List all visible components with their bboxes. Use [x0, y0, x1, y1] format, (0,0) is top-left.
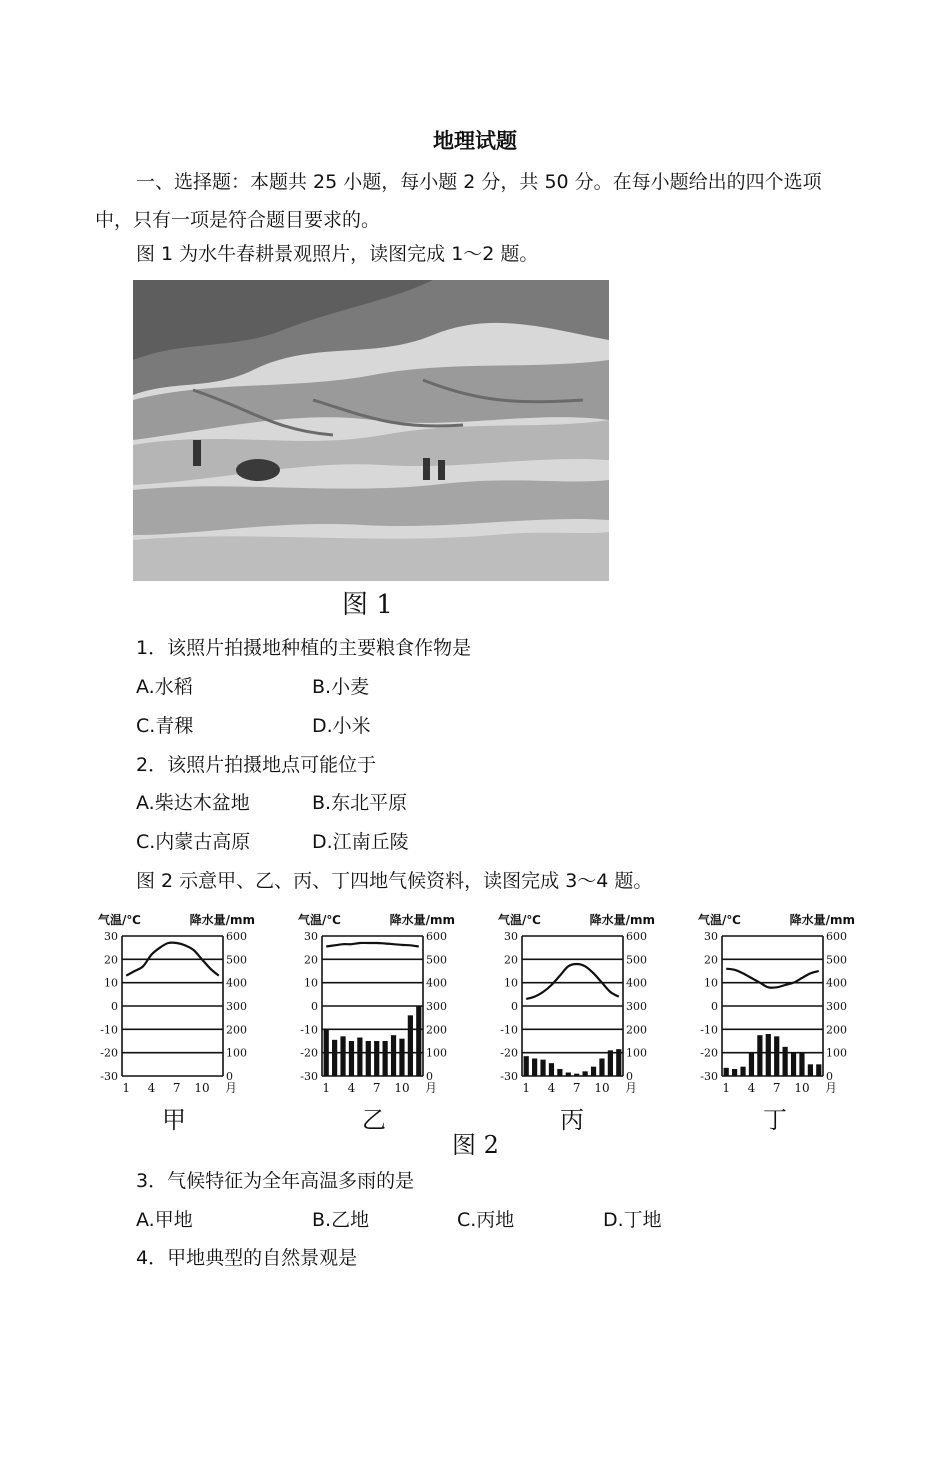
month-tick-label: 4 [547, 1081, 556, 1095]
precipitation-tick-label: 0 [826, 1070, 833, 1083]
page-title: 地理试题 [433, 129, 517, 153]
precipitation-tick-label: 500 [226, 953, 247, 967]
month-tick-label: 4 [747, 1081, 756, 1095]
precipitation-bar [740, 1067, 745, 1076]
temperature-tick-label: -20 [500, 1046, 518, 1060]
month-tick-label: 7 [172, 1081, 181, 1095]
temperature-tick-label: 10 [504, 976, 518, 990]
temperature-tick-label: -20 [100, 1046, 118, 1060]
temperature-tick-label: -10 [300, 1023, 318, 1037]
precipitation-tick-label: 100 [626, 1046, 647, 1060]
precipitation-bar [374, 1041, 379, 1076]
question-3-option-c[interactable]: C.丙地 [457, 1209, 515, 1231]
temperature-tick-label: 20 [704, 953, 718, 967]
temperature-tick-label: 20 [504, 953, 518, 967]
temperature-tick-label: -20 [700, 1046, 718, 1060]
precipitation-tick-label: 0 [226, 1070, 233, 1083]
chart-title-jia: 甲 [162, 1106, 186, 1134]
climate-chart-jia [95, 908, 275, 1098]
month-tick-label: 4 [147, 1081, 156, 1095]
precipitation-tick-label: 0 [426, 1070, 433, 1083]
climate-chart-ding [695, 908, 875, 1098]
precipitation-bar [757, 1035, 762, 1076]
precipitation-bar [408, 1015, 413, 1076]
precipitation-axis-label: 降水量/mm [789, 913, 855, 927]
temperature-tick-label: -30 [100, 1070, 118, 1083]
month-tick-label: 10 [394, 1081, 410, 1095]
precipitation-bar [591, 1067, 596, 1076]
month-tick-label: 10 [794, 1081, 810, 1095]
precipitation-tick-label: 500 [426, 953, 447, 967]
precipitation-bar [616, 1049, 621, 1076]
temperature-curve [726, 969, 819, 988]
section-instruction-1: 一、选择题：本题共 25 小题，每小题 2 分，共 50 分。在每小题给出的四个选项 [136, 171, 822, 193]
figure1-intro: 图 1 为水牛春耕景观照片，读图完成 1～2 题。 [136, 243, 539, 265]
precipitation-tick-label: 600 [226, 930, 247, 943]
precipitation-tick-label: 400 [626, 976, 647, 990]
precipitation-tick-label: 300 [426, 1000, 447, 1013]
precipitation-bar [816, 1064, 821, 1076]
precipitation-bar [349, 1041, 354, 1076]
precipitation-bar [399, 1039, 404, 1076]
temperature-axis-label: 气温/℃ [298, 913, 341, 927]
month-tick-label: 7 [572, 1081, 581, 1095]
temperature-tick-label: -30 [500, 1070, 518, 1083]
temperature-tick-label: 0 [711, 1000, 718, 1013]
precipitation-tick-label: 200 [226, 1023, 247, 1037]
climate-chart-bing [495, 908, 675, 1098]
temperature-axis-label: 气温/℃ [498, 913, 541, 927]
precipitation-tick-label: 0 [626, 1070, 633, 1083]
precipitation-bar [749, 1053, 754, 1076]
temperature-tick-label: 30 [304, 930, 318, 943]
temperature-tick-label: -10 [700, 1023, 718, 1037]
temperature-tick-label: 0 [511, 1000, 518, 1013]
chart-title-bing: 丙 [560, 1106, 584, 1134]
precipitation-bar [340, 1036, 345, 1076]
precipitation-bar [799, 1053, 804, 1076]
month-tick-label: 7 [372, 1081, 381, 1095]
temperature-curve [526, 964, 619, 999]
precipitation-bar [808, 1064, 813, 1076]
question-3-option-d[interactable]: D.丁地 [603, 1209, 662, 1231]
month-tick-label: 4 [347, 1081, 356, 1095]
temperature-tick-label: -10 [100, 1023, 118, 1037]
figure2-intro: 图 2 示意甲、乙、丙、丁四地气候资料，读图完成 3～4 题。 [136, 870, 653, 892]
temperature-tick-label: -30 [300, 1070, 318, 1083]
temperature-tick-label: 10 [104, 976, 118, 990]
precipitation-bar [566, 1073, 571, 1077]
question-3-option-b[interactable]: B.乙地 [312, 1209, 370, 1231]
question-2-option-a[interactable]: A.柴达木盆地 [136, 792, 250, 814]
month-tick-label: 1 [522, 1081, 531, 1095]
section-instruction-2: 中，只有一项是符合题目要求的。 [95, 209, 381, 231]
month-tick-label: 10 [594, 1081, 610, 1095]
month-tick-label: 1 [122, 1081, 131, 1095]
month-tick-label: 7 [772, 1081, 781, 1095]
precipitation-bar [724, 1068, 729, 1076]
precipitation-bar [583, 1071, 588, 1076]
chart-title-yi: 乙 [362, 1106, 386, 1134]
temperature-tick-label: 20 [104, 953, 118, 967]
precipitation-tick-label: 400 [826, 976, 847, 990]
temperature-tick-label: -30 [700, 1070, 718, 1083]
temperature-tick-label: 30 [704, 930, 718, 943]
precipitation-tick-label: 600 [426, 930, 447, 943]
precipitation-bar [549, 1063, 554, 1076]
precipitation-bar [416, 1006, 421, 1076]
precipitation-bar [774, 1036, 779, 1076]
precipitation-bar [383, 1041, 388, 1076]
precipitation-bar [783, 1047, 788, 1076]
precipitation-bar [574, 1074, 579, 1076]
precipitation-tick-label: 100 [226, 1046, 247, 1060]
month-tick-label: 1 [322, 1081, 331, 1095]
terrace-photo [133, 280, 609, 581]
question-2-option-c[interactable]: C.内蒙古高原 [136, 831, 251, 853]
precipitation-bar [524, 1056, 529, 1076]
temperature-tick-label: 0 [311, 1000, 318, 1013]
temperature-tick-label: -10 [500, 1023, 518, 1037]
chart-title-ding: 丁 [763, 1106, 787, 1134]
precipitation-bar [557, 1069, 562, 1076]
terrace-photo-illustration [133, 280, 609, 581]
question-2-option-d[interactable]: D.江南丘陵 [312, 831, 409, 853]
precipitation-axis-label: 降水量/mm [589, 913, 655, 927]
precipitation-tick-label: 200 [626, 1023, 647, 1037]
question-1-option-a[interactable]: A.水稻 [136, 676, 193, 698]
precipitation-tick-label: 300 [626, 1000, 647, 1013]
precipitation-tick-label: 500 [826, 953, 847, 967]
question-2-stem: 2．该照片拍摄地点可能位于 [136, 754, 377, 776]
question-1-option-b[interactable]: B.小麦 [312, 676, 370, 698]
precipitation-bar [732, 1069, 737, 1076]
temperature-tick-label: 30 [104, 930, 118, 943]
temperature-tick-label: 10 [304, 976, 318, 990]
precipitation-bar [366, 1041, 371, 1076]
precipitation-tick-label: 100 [826, 1046, 847, 1060]
precipitation-tick-label: 300 [226, 1000, 247, 1013]
figure1-caption: 图 1 [342, 590, 393, 620]
temperature-tick-label: 30 [504, 930, 518, 943]
precipitation-tick-label: 400 [226, 976, 247, 990]
precipitation-bar [324, 1029, 329, 1076]
precipitation-bar [332, 1040, 337, 1076]
temperature-tick-label: 20 [304, 953, 318, 967]
precipitation-bar [791, 1053, 796, 1076]
month-tick-label: 月 [225, 1081, 238, 1095]
precipitation-tick-label: 200 [426, 1023, 447, 1037]
month-tick-label: 1 [722, 1081, 731, 1095]
precipitation-bar [608, 1050, 613, 1076]
temperature-tick-label: 0 [111, 1000, 118, 1013]
question-1-stem: 1．该照片拍摄地种植的主要粮食作物是 [136, 637, 472, 659]
temperature-axis-label: 气温/℃ [98, 913, 141, 927]
temperature-tick-label: -20 [300, 1046, 318, 1060]
month-tick-label: 10 [194, 1081, 210, 1095]
question-1-option-c[interactable]: C.青稞 [136, 715, 194, 737]
temperature-curve [326, 943, 419, 947]
precipitation-tick-label: 600 [826, 930, 847, 943]
precipitation-tick-label: 200 [826, 1023, 847, 1037]
precipitation-tick-label: 300 [826, 1000, 847, 1013]
precipitation-tick-label: 100 [426, 1046, 447, 1060]
temperature-tick-label: 10 [704, 976, 718, 990]
precipitation-axis-label: 降水量/mm [389, 913, 455, 927]
question-2-option-b[interactable]: B.东北平原 [312, 792, 408, 814]
question-3-option-a[interactable]: A.甲地 [136, 1209, 193, 1231]
precipitation-bar [532, 1059, 537, 1077]
precipitation-bar [599, 1059, 604, 1077]
climate-chart-yi [295, 908, 475, 1098]
month-tick-label: 月 [825, 1081, 838, 1095]
question-3-stem: 3．气候特征为全年高温多雨的是 [136, 1170, 415, 1192]
precipitation-tick-label: 400 [426, 976, 447, 990]
figure2-caption: 图 2 [452, 1131, 499, 1159]
question-4-stem: 4．甲地典型的自然景观是 [136, 1247, 358, 1269]
precipitation-bar [391, 1035, 396, 1076]
question-1-option-d[interactable]: D.小米 [312, 715, 371, 737]
month-tick-label: 月 [425, 1081, 438, 1095]
precipitation-tick-label: 500 [626, 953, 647, 967]
temperature-axis-label: 气温/℃ [698, 913, 741, 927]
precipitation-tick-label: 600 [626, 930, 647, 943]
precipitation-bar [357, 1038, 362, 1077]
precipitation-axis-label: 降水量/mm [189, 913, 255, 927]
month-tick-label: 月 [625, 1081, 638, 1095]
precipitation-bar [766, 1034, 771, 1076]
precipitation-bar [540, 1060, 545, 1076]
